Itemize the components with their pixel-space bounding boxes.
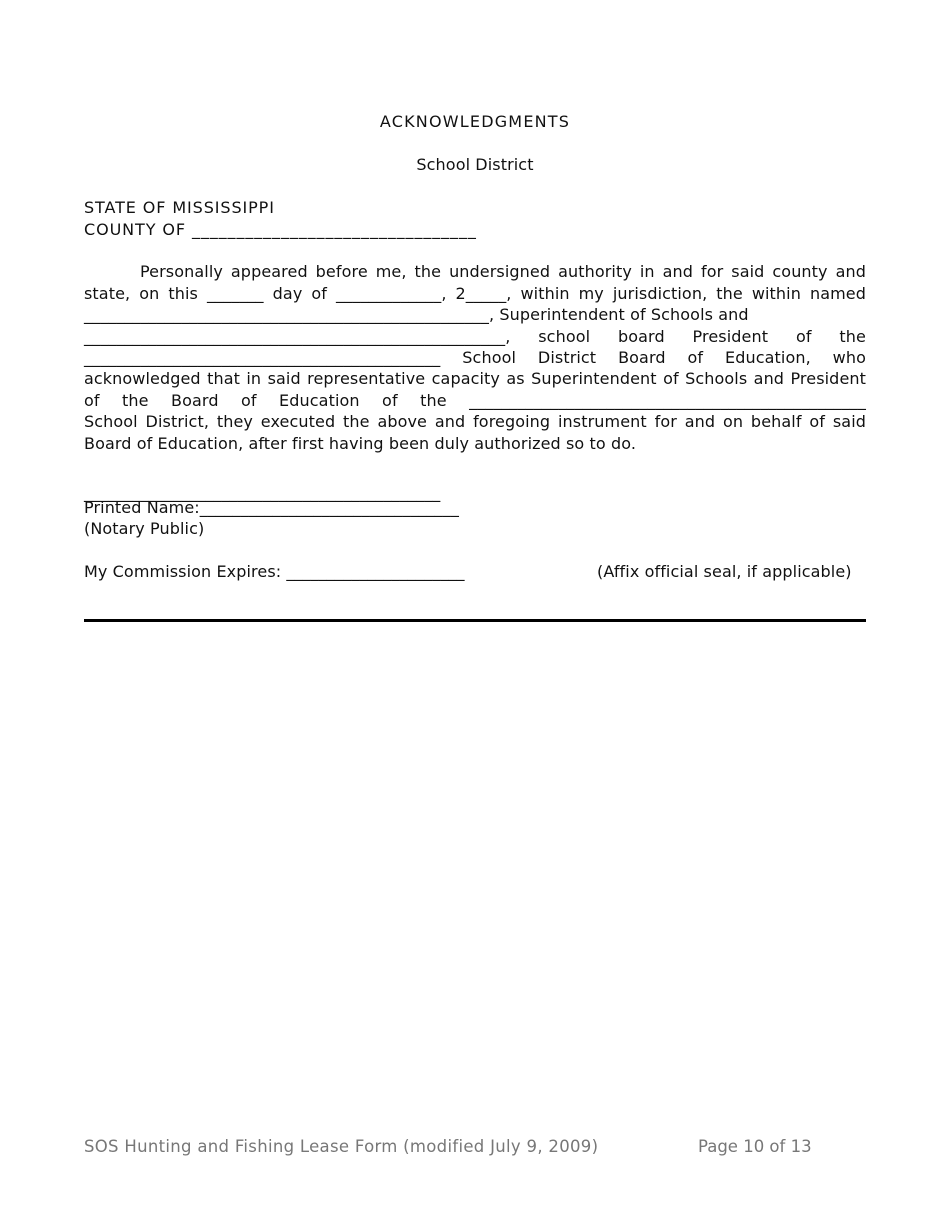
horizontal-rule [84,619,866,622]
body-line-5: ____________________________________________ School District Board of Education, who [84,348,866,367]
page-title: ACKNOWLEDGMENTS [379,112,571,131]
notary-public-label: (Notary Public) [84,519,205,538]
body-line-6: acknowledged that in said representative capacity as Superintendent of Schools and President [84,369,866,388]
signature-line: ____________________________________________ [84,483,441,502]
state-line: STATE OF MISSISSIPPI [84,198,275,217]
body-line-1: Personally appeared before me, the undersigned authority in and for said county and [140,262,866,281]
body-line-3: __________________________________________________, Superintendent of Schools and [84,305,749,324]
body-line-7: of the Board of Education of the _________________________________________________ [84,391,866,410]
body-line-8: School District, they executed the above and foregoing instrument for and on behalf of said [84,412,866,431]
footer-page-number: Page 10 of 13 [698,1137,812,1156]
page-subtitle: School District [416,155,534,174]
body-line-4: ____________________________________________________, school board President of the [84,327,866,346]
commission-expires-line: My Commission Expires: ______________________ [84,562,465,581]
printed-name-line: Printed Name:________________________________ [84,498,459,517]
seal-note: (Affix official seal, if applicable) [597,562,852,581]
body-line-2: state, on this _______ day of _____________, 2_____, within my jurisdiction, the within named [84,284,866,303]
county-line: COUNTY OF ________________________________ [84,220,477,239]
footer-form-name: SOS Hunting and Fishing Lease Form (modified July 9, 2009) [84,1137,599,1156]
body-line-9: Board of Education, after first having been duly authorized so to do. [84,434,637,453]
